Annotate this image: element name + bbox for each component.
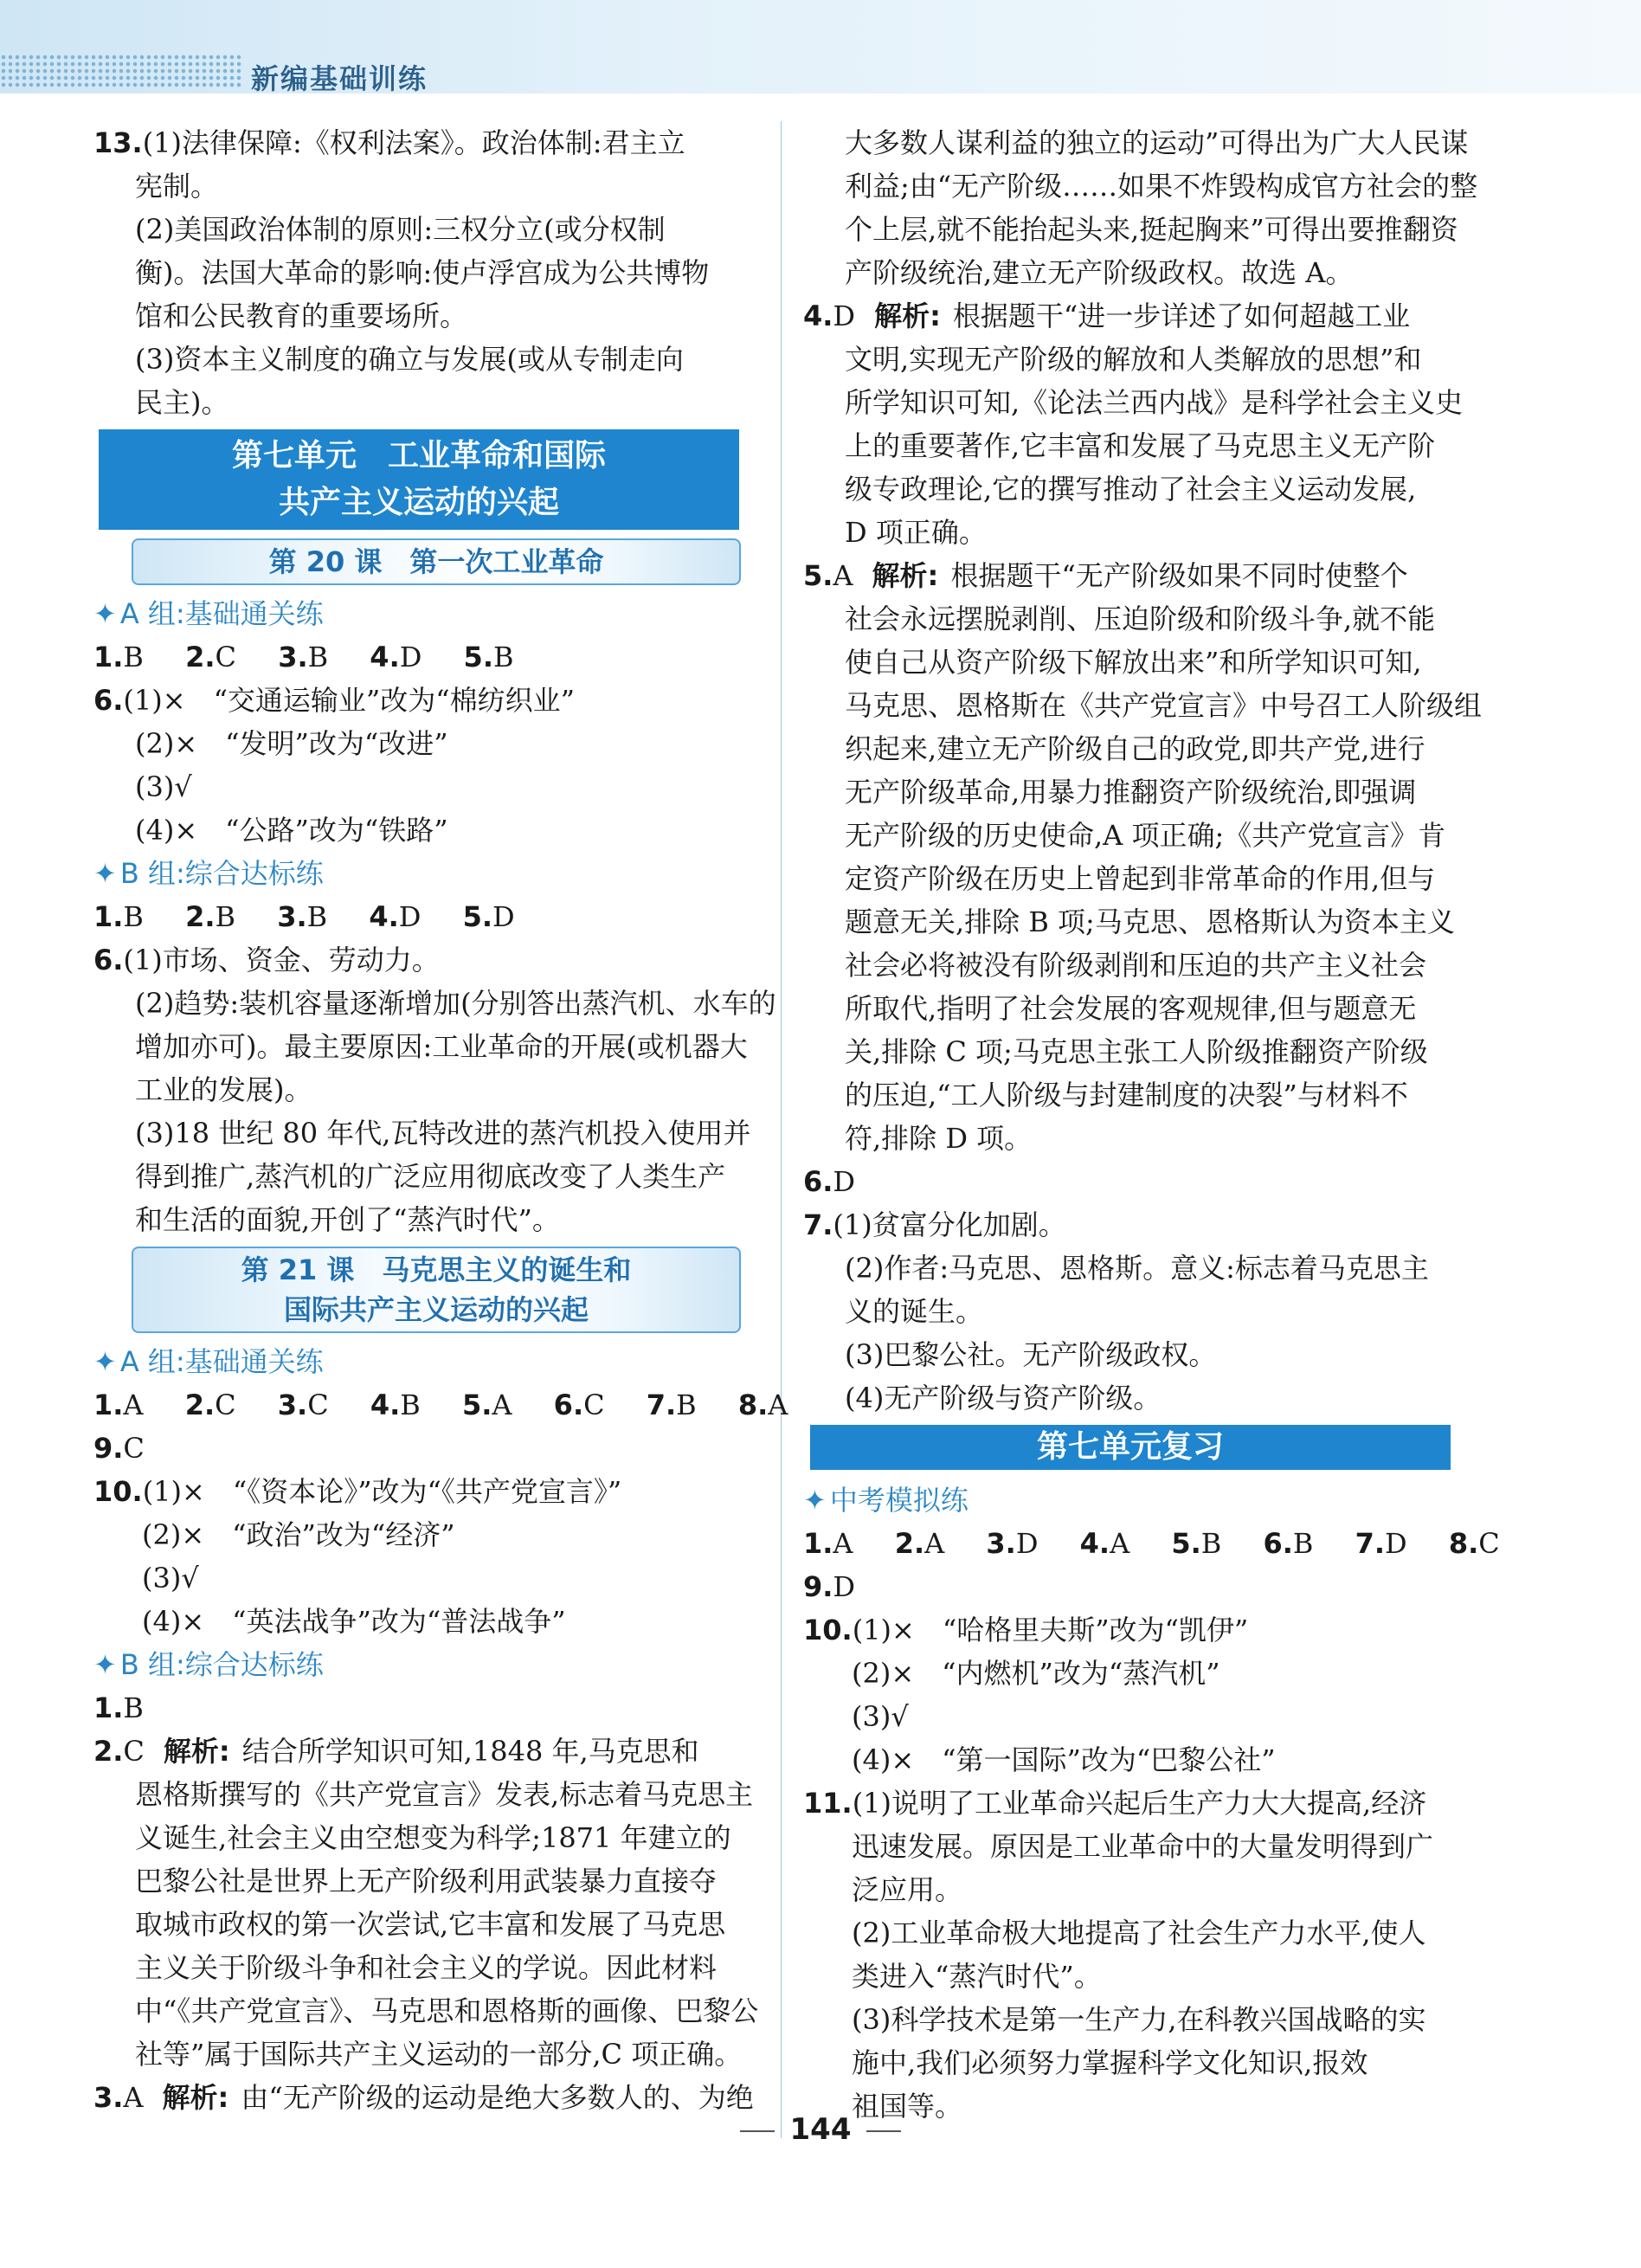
diamond-icon: ✦	[93, 857, 117, 890]
mock-exam-heading: ✦ 中考模拟练	[803, 1479, 1461, 1522]
answer-row: 1.B 2.C 3.B 4.D 5.B	[93, 641, 514, 673]
question-10: 10.(1)× “《资本论》”改为“《共产党宣言》”	[93, 1475, 622, 1508]
question-9: 9.C	[93, 1432, 145, 1465]
column-divider	[781, 121, 782, 2138]
group-a-heading: ✦ A 组:基础通关练	[93, 592, 762, 635]
diamond-icon: ✦	[803, 1484, 827, 1517]
question-1: 1.B	[93, 1691, 144, 1724]
group-a-heading: ✦ A 组:基础通关练	[93, 1340, 762, 1383]
question-9: 9.D	[803, 1570, 856, 1603]
question-10: 10.(1)× “哈格里夫斯”改为“凯伊”	[803, 1614, 1249, 1646]
answer-row: 1.A 2.A 3.D 4.A 5.B 6.B 7.D 8.C	[803, 1527, 1500, 1560]
page-number: 144	[0, 2112, 1641, 2147]
answer-row: 1.A 2.C 3.C 4.B 5.A 6.C 7.B 8.A	[93, 1389, 788, 1421]
question-7: 7.(1)贫富分化加剧。	[803, 1208, 1066, 1241]
unit-7-banner: 第七单元 工业革命和国际 共产主义运动的兴起	[99, 429, 739, 530]
book-brand-title: 新编基础训练	[251, 62, 428, 95]
diamond-icon: ✦	[93, 1648, 117, 1681]
header-dot-pattern	[0, 54, 242, 88]
question-6: 6.(1)× “交通运输业”改为“棉纺织业”	[93, 684, 576, 717]
answer-row: 1.B 2.B 3.B 4.D 5.D	[93, 900, 515, 933]
diamond-icon: ✦	[93, 597, 117, 630]
page-header-band	[0, 0, 1641, 93]
group-b-heading: ✦ B 组:综合达标练	[93, 1643, 762, 1686]
question-13: 13.(1)法律保障:《权利法案》。政治体制:君主立 宪制。 (2)美国政治体制的原则:三权分立(或分权制 衡)。法国大革命的影响:使卢浮宫成为公共博物 馆和公民教育的重要场所。 (3)资本主义制度的确立与发展(或从专制走向 民主)。	[93, 126, 710, 419]
right-column: 大多数人谋利益的独立的运动”可得出为广大人民谋 利益;由“无产阶级……如果不炸毁构成官方社会的整 个上层,就不能抬起头来,挺起胸来”可得出要推翻资 产阶级统治,建立无产阶级政权。故选 A。 4.D 解析: 根据题干“进一步详述了如何超越工业 文明,实现无产阶级的解放和人类解放的思想”和 所学知识可知,《论法兰西内战》是科学社会主义史 上的重要著作,它丰富和发展了马克思主义无产阶 级专政理论,它的撰写推动了社会主义运动发展, D 项正确。 5.A 解析: 根据题干“无产阶级如果不同时使整个 社会永远摆脱剥削、压迫阶级和阶级斗争,就不能 使自己从资产阶级下解放出来”和所学知识可知, 马克思、恩格斯在《共产党宣言》中号召工人阶级组 织起来,建立无产阶级自己的政党,即共产党,进行 无产阶级革命,用暴力推翻资产阶级统治,即强调 无产阶级的历史使命,A 项正确;《共产党宣言》肯 定资产阶级在历史上曾起到非常革命的作用,但与 题意无关,排除 B 项;马克思、恩格斯认为资本主义 社会必将被没有阶级剥削和压迫的共产主义社会 所取代,指明了社会发展的客观规律,但与题意无 关,排除 C 项;马克思主张工人阶级推翻资产阶级 的压迫,“工人阶级与封建制度的决裂”与材料不 符,排除 D 项。 6.D 7.(1)贫富分化加剧。 (2)作者:马克思、恩格斯。意义:标志着马克思主 义的诞生。 (3)巴黎公社。无产阶级政权。 (4)无产阶级与资产阶级。 第七单元复习 ✦ 中考模拟练 1.A 2.A 3.D 4.A 5.B 6.B 7.D 8.C 9.D 10.(1)× “哈格里夫斯”改为“凯伊” (2)× “内燃机”改为“蒸汽机” (3)√ (4)× “第一国际”改为“巴黎公社” 11.(1)说明了工业革命兴起后生产力大大提高,经济 迅速发展。原因是工业革命中的大量发明得到广 泛应用。 (2)工业革命极大地提高了社会生产力水平,使人 类进入“蒸汽时代”。 (3)科学技术是第一生产力,在科教兴国战略的实 施中,我们必须努力掌握科学文化知识,报效 祖国等。	[803, 126, 1500, 2123]
question-11: 11.(1)说明了工业革命兴起后生产力大大提高,经济	[803, 1787, 1427, 1820]
question-3: 3.A 解析: 由“无产阶级的运动是绝大多数人的、为绝	[93, 2081, 754, 2114]
question-5: 5.A 解析: 根据题干“无产阶级如果不同时使整个	[803, 559, 1408, 592]
question-6: 6.(1)市场、资金、劳动力。	[93, 944, 440, 976]
page-number-dash	[866, 2130, 901, 2132]
question-2: 2.C 解析: 结合所学知识可知,1848 年,马克思和	[93, 1735, 699, 1768]
unit-7-review-banner: 第七单元复习	[810, 1425, 1451, 1470]
page-number-dash	[740, 2130, 775, 2132]
diamond-icon: ✦	[93, 1345, 117, 1378]
question-6: 6.D	[803, 1165, 856, 1198]
lesson-20-title: 第 20 课 第一次工业革命	[132, 538, 741, 585]
left-column: 13.(1)法律保障:《权利法案》。政治体制:君主立 宪制。 (2)美国政治体制的原则:三权分立(或分权制 衡)。法国大革命的影响:使卢浮宫成为公共博物 馆和公民教育的重要场所。 (3)资本主义制度的确立与发展(或从专制走向 民主)。 第七单元 工业革命和国际 共产主义运动的兴起 第 20 课 第一次工业革命 ✦ A 组:基础通关练 1.B 2.C 3.B 4.D 5.B 6.(1)× “交通运输业”改为“棉纺织业” (2)× “发明”改为“改进” (3)√ (4)× “公路”改为“铁路” ✦ B 组:综合达标练 1.B 2.B 3.B 4.D 5.D 6.(1)市场、资金、劳动力。 (2)趋势:装机容量逐渐增加(分别答出蒸汽机、水车的 增加亦可)。最主要原因:工业革命的开展(或机器大 工业的发展)。 (3)18 世纪 80 年代,瓦特改进的蒸汽机投入使用并 得到推广,蒸汽机的广泛应用彻底改变了人类生产 和生活的面貌,开创了“蒸汽时代”。 第 21 课 马克思主义的诞生和 国际共产主义运动的兴起 ✦ A 组:基础通关练 1.A 2.C 3.C 4.B 5.A 6.C 7.B 8.A 9.C 10.(1)× “《资本论》”改为“《共产党宣言》” (2)× “政治”改为“经济” (3)√ (4)× “英法战争”改为“普法战争” ✦ B 组:综合达标练 1.B 2.C 解析: 结合所学知识可知,1848 年,马克思和 恩格斯撰写的《共产党宣言》发表,标志着马克思主 义诞生,社会主义由空想变为科学;1871 年建立的 巴黎公社是世界上无产阶级利用武装暴力直接夺 取城市政权的第一次尝试,它丰富和发展了马克思 主义关于阶级斗争和社会主义的学说。因此材料 中“《共产党宣言》、马克思和恩格斯的画像、巴黎公 社等”属于国际共产主义运动的一部分,C 项正确。 3.A 解析: 由“无产阶级的运动是绝大多数人的、为绝	[93, 121, 762, 2119]
question-4: 4.D 解析: 根据题干“进一步详述了如何超越工业	[803, 300, 1411, 332]
group-b-heading: ✦ B 组:综合达标练	[93, 852, 762, 895]
lesson-21-title: 第 21 课 马克思主义的诞生和 国际共产主义运动的兴起	[132, 1247, 741, 1333]
